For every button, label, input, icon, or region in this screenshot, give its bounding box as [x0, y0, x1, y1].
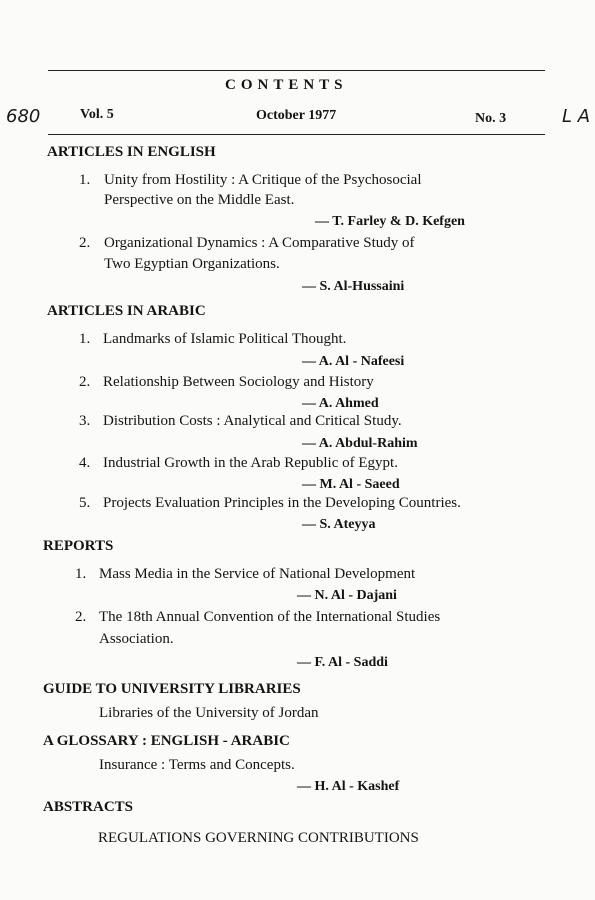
article-title-line: Distribution Costs : Analytical and Critical Study.	[103, 413, 402, 429]
article-title-line: Perspective on the Middle East.	[104, 192, 295, 208]
report-author: — N. Al - Dajani	[297, 588, 397, 603]
glossary-entry: Insurance : Terms and Concepts.	[99, 757, 295, 773]
section-heading: ARTICLES IN ARABIC	[47, 303, 206, 319]
report-author: — F. Al - Saddi	[297, 655, 388, 670]
volume-label: Vol. 5	[80, 107, 114, 122]
section-heading: ARTICLES IN ENGLISH	[47, 144, 216, 160]
article-title-line: Relationship Between Sociology and History	[103, 374, 374, 390]
top-rule	[48, 70, 545, 71]
article-title-line: Industrial Growth in the Arab Republic of Egypt.	[103, 455, 398, 471]
article-author: — S. Ateyya	[302, 517, 376, 532]
abstract-entry: REGULATIONS GOVERNING CONTRIBUTIONS	[98, 830, 419, 846]
article-author: — T. Farley & D. Kefgen	[315, 214, 465, 229]
item-number: 2.	[79, 374, 91, 390]
page-title: CONTENTS	[225, 77, 348, 93]
article-title-line: Two Egyptian Organizations.	[104, 256, 280, 272]
issue-number: No. 3	[475, 111, 507, 126]
report-title-line: Mass Media in the Service of National Development	[99, 566, 416, 582]
report-title-line: The 18th Annual Convention of the International Studies	[99, 609, 441, 625]
handwritten-mark-left: 680	[6, 106, 41, 127]
article-author: — A. Al - Nafeesi	[302, 354, 405, 369]
article-title-line: Unity from Hostility : A Critique of the Psychosocial	[104, 172, 422, 188]
article-author: — A. Abdul-Rahim	[302, 436, 418, 451]
header-rule	[48, 134, 545, 135]
item-number: 1.	[75, 566, 87, 582]
item-number: 2.	[79, 235, 91, 251]
glossary-author: — H. Al - Kashef	[297, 779, 400, 794]
item-number: 5.	[79, 495, 91, 511]
article-title-line: Organizational Dynamics : A Comparative Study of	[104, 235, 415, 251]
section-heading: ABSTRACTS	[43, 799, 134, 815]
section-heading: REPORTS	[43, 538, 114, 554]
item-number: 1.	[79, 172, 91, 188]
item-number: 2.	[75, 609, 87, 625]
issue-date: October 1977	[256, 108, 337, 123]
section-heading: GUIDE TO UNIVERSITY LIBRARIES	[43, 681, 301, 697]
article-author: — A. Ahmed	[302, 396, 379, 411]
item-number: 3.	[79, 413, 91, 429]
section-heading: A GLOSSARY : ENGLISH - ARABIC	[43, 733, 290, 749]
guide-entry: Libraries of the University of Jordan	[99, 705, 319, 721]
article-author: — M. Al - Saeed	[302, 477, 400, 492]
article-author: — S. Al-Hussaini	[302, 279, 405, 294]
item-number: 4.	[79, 455, 91, 471]
article-title-line: Landmarks of Islamic Political Thought.	[103, 331, 347, 347]
item-number: 1.	[79, 331, 91, 347]
handwritten-mark-right: L A	[562, 106, 591, 127]
article-title-line: Projects Evaluation Principles in the Developing Countries.	[103, 495, 461, 511]
report-title-line: Association.	[99, 631, 174, 647]
